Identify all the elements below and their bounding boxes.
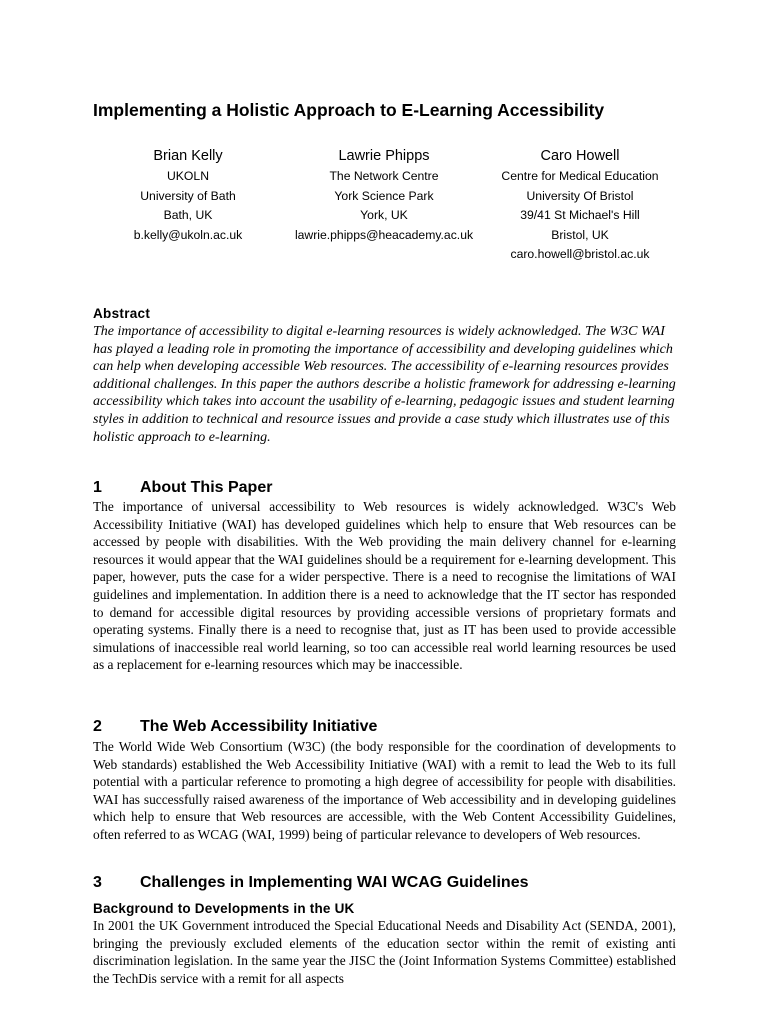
section-number: 2: [93, 718, 102, 735]
section-number: 3: [93, 874, 102, 891]
section-title: Challenges in Implementing WAI WCAG Guidelines: [140, 874, 529, 891]
author-affiliation: York Science Park: [334, 188, 434, 203]
section-heading-3: [93, 873, 528, 893]
section-title: The Web Accessibility Initiative: [140, 718, 378, 735]
abstract-text: The importance of accessibility to digital e-learning resources is widely acknowledged. The W3C WAI has played a leading role in promoting the importance of accessibility and developing guidelines which can help when developing accessible Web resources. The accessibility of e-learning resources provides additional challenges. In this paper the authors describe a holistic framework for addressing e-learning accessibility which takes into account the usability of e-learning, pedagogic issues and student learning styles in addition to technical and resource issues and provide a case study which illustrates use of this holistic approach to e-learning.: [93, 324, 676, 445]
author-block-kelly: [113, 146, 263, 245]
section-heading-2: [93, 717, 377, 737]
author-block-howell: [490, 146, 670, 265]
author-affiliation: 39/41 St Michael's Hill: [520, 208, 640, 222]
author-email: b.kelly@ukoln.ac.uk: [133, 227, 243, 242]
section-title: About This Paper: [140, 479, 273, 496]
author-affiliation: Bristol, UK: [551, 227, 609, 242]
author-email: caro.howell@bristol.ac.uk: [510, 247, 650, 261]
section-body-1: The importance of universal accessibility to Web resources is widely acknowledged. W3C's Web Accessibility Initiative (WAI) has developed guidelines which help to ensure that Web resources can be accessed by people with disabilities. With the Web providing the main delivery channel for e-learning resources it would appear that the WAI guidelines should be a requirement for e-learning development. This paper, however, puts the case for a wider perspective. There is a need to recognise the limitations of WAI guidelines and implementation. In addition there is a need to acknowledge that the IT sector has responded to demand for accessible digital resources by providing accessible versions of proprietary formats and operating systems. Finally there is a need to recognise that, just as IT has been used to provide accessible simulations of inaccessible real world learning, so too can accessible real world learning resources be used as a replacement for e-learning resources which may be inaccessible.: [93, 499, 676, 673]
author-name: Lawrie Phipps: [338, 148, 430, 164]
section-body-2: The World Wide Web Consortium (W3C) (the body responsible for the coordination of developments to Web standards) established the Web Accessibility Initiative (WAI) with a remit to lead the Web to its full potential with a particular reference to promoting a high degree of accessibility for people with disabilities. WAI has successfully raised awareness of the importance of Web accessibility and in developing guidelines which help to ensure that Web resources are accessible, with the Web Content Accessibility Guidelines, often referred to as WCAG (WAI, 1999) being of particular relevance to developers of Web resources.: [93, 739, 676, 842]
author-affiliation: The Network Centre: [329, 169, 439, 183]
author-affiliation: University Of Bristol: [526, 188, 634, 203]
subsection-heading: Background to Developments in the UK: [93, 901, 355, 916]
author-affiliation: UKOLN: [167, 169, 209, 183]
author-name: Brian Kelly: [153, 148, 223, 164]
paper-title: Implementing a Holistic Approach to E-Learning Accessibility: [93, 100, 605, 120]
author-affiliation: University of Bath: [140, 188, 236, 203]
section-number: 1: [93, 479, 102, 496]
author-affiliation: York, UK: [360, 208, 408, 222]
section-body-3: In 2001 the UK Government introduced the Special Educational Needs and Disability Act (SENDA, 2001), bringing the previously excluded elements of the education sector within the remit of existing anti discrimination legislation. In the same year the JISC the (Joint Information Systems Committee) established the TechDis service with a remit for all aspects: [93, 918, 676, 986]
author-affiliation: Centre for Medical Education: [501, 169, 659, 183]
author-name: Caro Howell: [540, 148, 620, 164]
author-block-phipps: [284, 146, 484, 245]
author-affiliation: Bath, UK: [163, 208, 213, 222]
author-email: lawrie.phipps@heacademy.ac.uk: [294, 227, 474, 242]
abstract-heading: Abstract: [93, 306, 151, 321]
section-heading-1: [93, 478, 272, 498]
